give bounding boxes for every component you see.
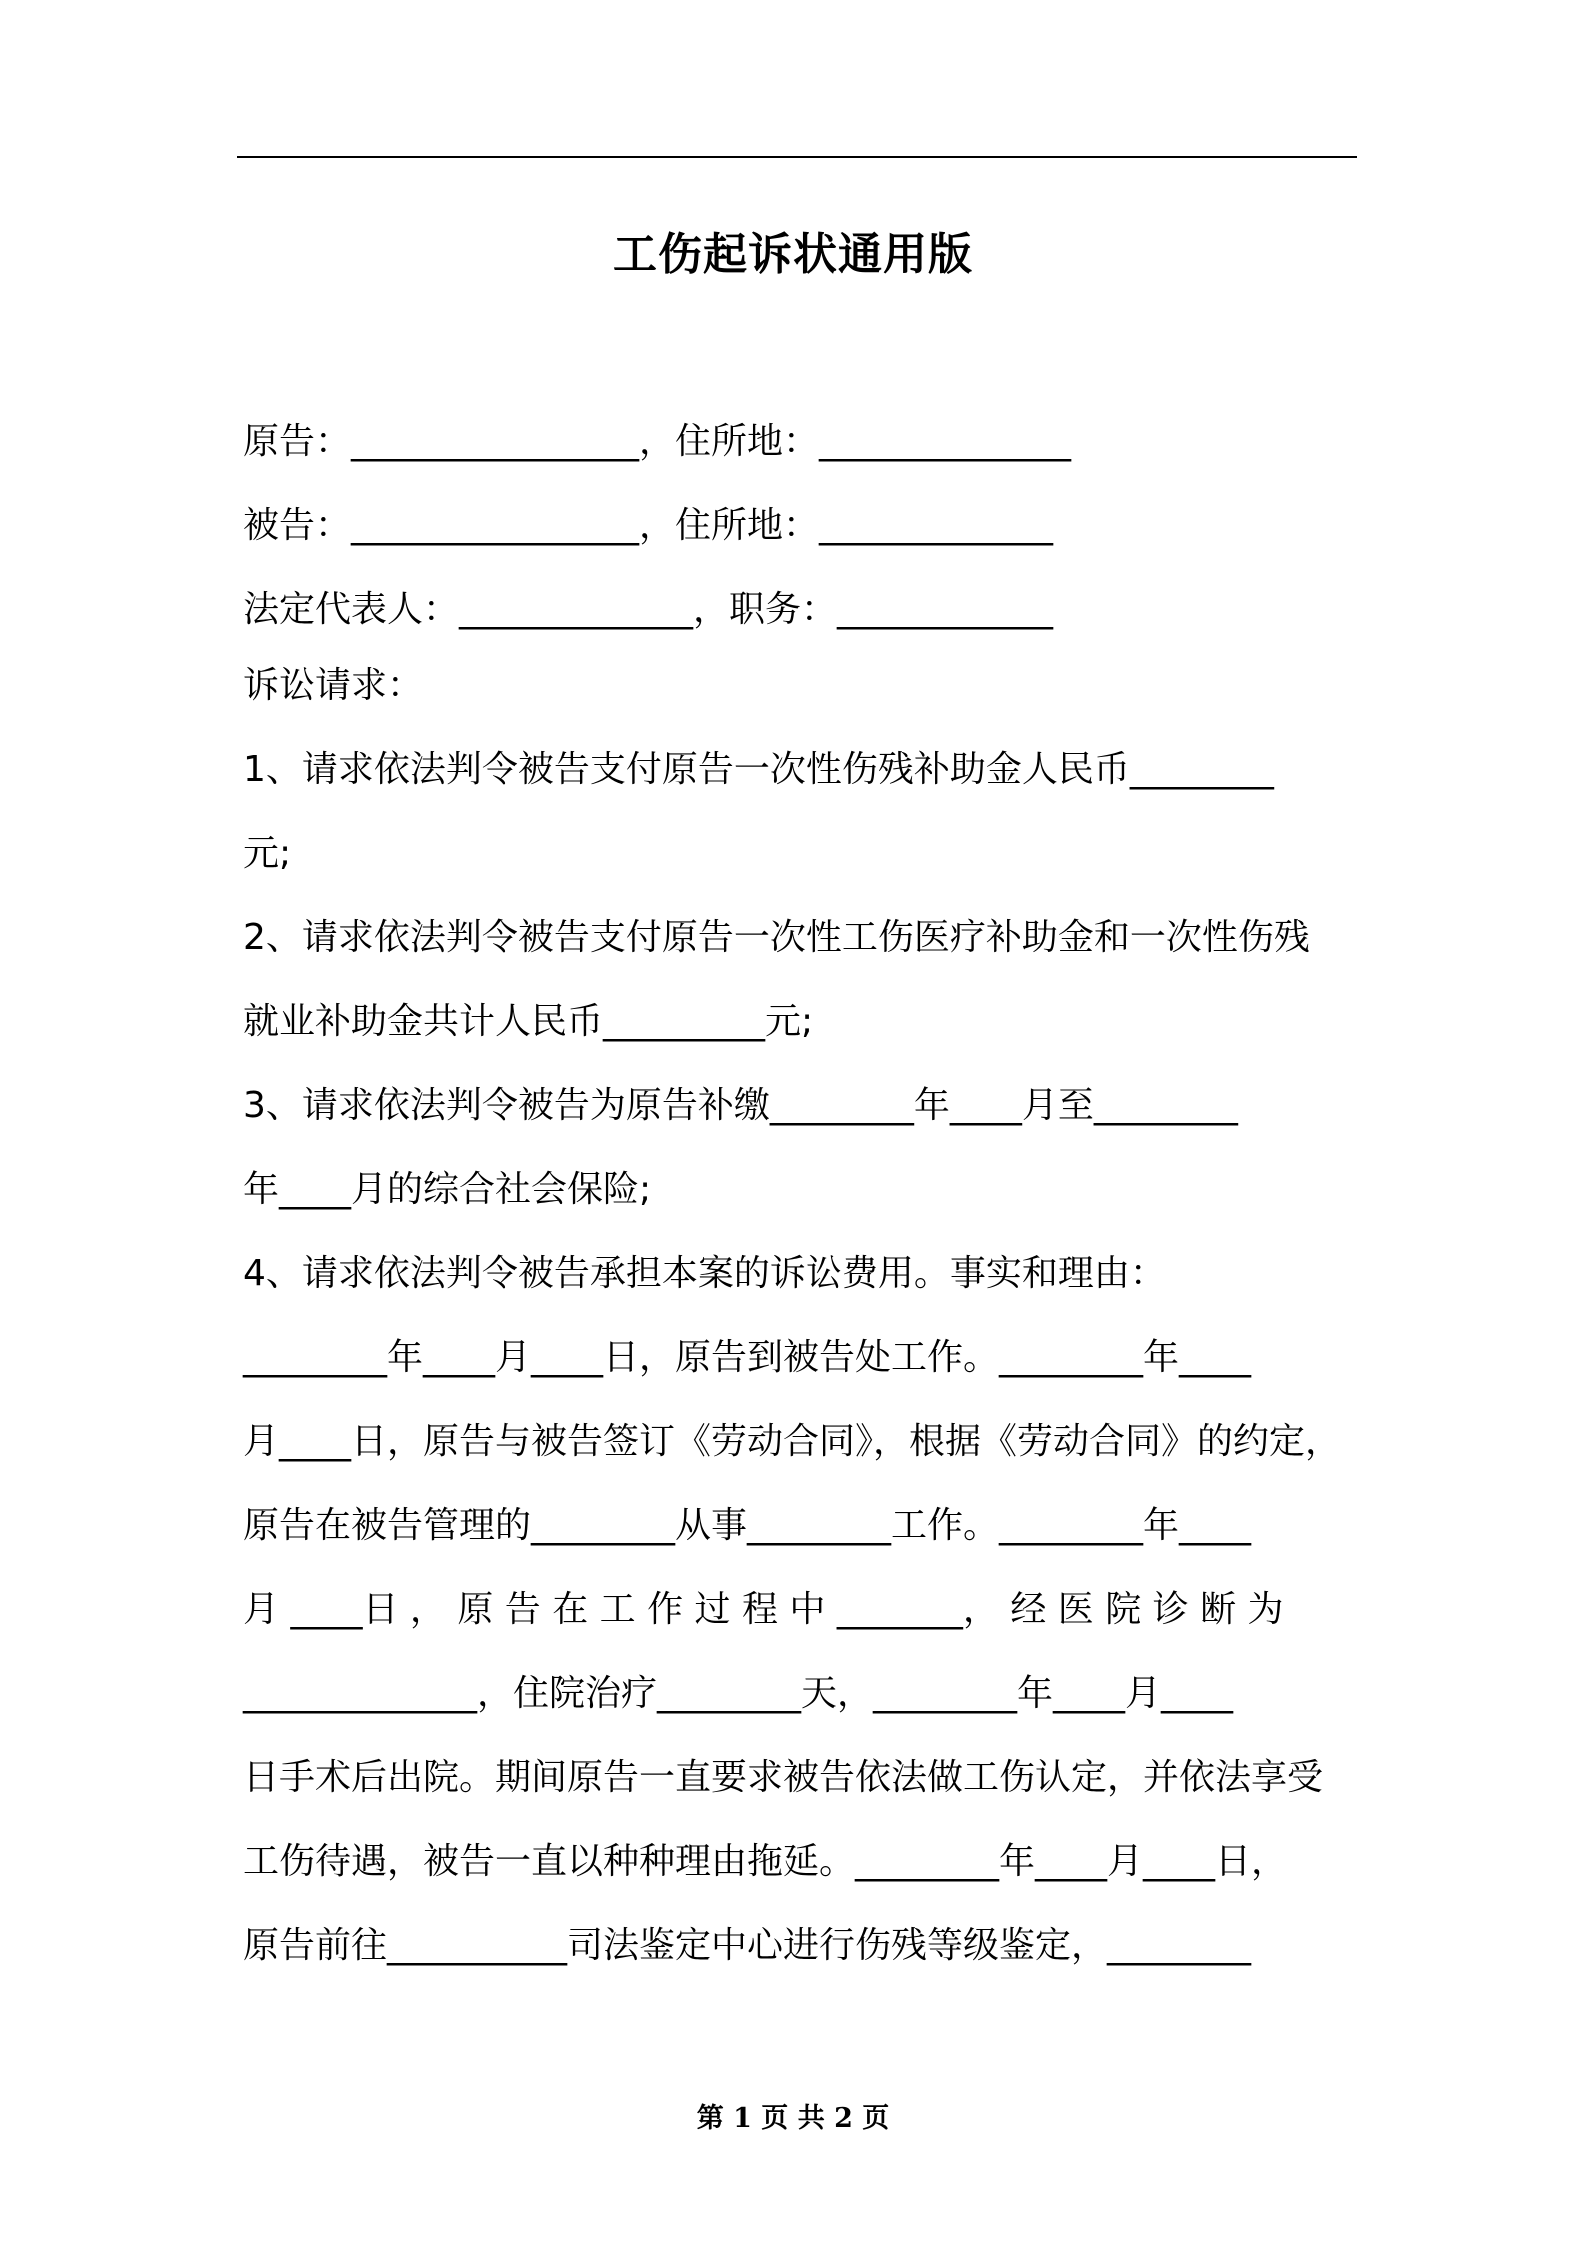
claim-3-line-1: 3、请求依法判令被告为原告补缴________年____月至________ xyxy=(243,1085,1238,1126)
document-title: 工伤起诉状通用版 xyxy=(613,229,973,280)
claim-2-line-2: 就业补助金共计人民币_________元; xyxy=(243,1001,814,1042)
document-body xyxy=(243,410,1355,1998)
header-rule xyxy=(237,156,1357,158)
claim-2-line-1: 2、请求依法判令被告支付原告一次性工伤医疗补助金和一次性伤残 xyxy=(243,917,1310,958)
facts-line-6: 日手术后出院。期间原告一直要求被告依法做工伤认定，并依法享受 xyxy=(243,1757,1324,1798)
legal-representative-line: 法定代表人：_____________，职务：____________ xyxy=(243,589,1054,630)
defendant-line: 被告：________________，住所地：_____________ xyxy=(243,505,1054,546)
facts-line-2: 月____日，原告与被告签订《劳动合同》，根据《劳动合同》的约定， xyxy=(243,1421,1342,1462)
facts-line-7: 工伤待遇，被告一直以种种理由拖延。________年____月____日， xyxy=(243,1841,1288,1882)
facts-line-5: _____________，住院治疗________天，________年____月____ xyxy=(243,1673,1234,1714)
claim-3-line-2: 年____月的综合社会保险; xyxy=(243,1169,652,1210)
claim-1-line-2: 元; xyxy=(243,833,292,874)
facts-line-3: 原告在被告管理的________从事________工作。________年____ xyxy=(243,1505,1252,1546)
facts-line-8: 原告前往__________司法鉴定中心进行伤残等级鉴定，________ xyxy=(243,1925,1252,1966)
claim-4-line: 4、请求依法判令被告承担本案的诉讼费用。事实和理由： xyxy=(243,1253,1166,1294)
claims-heading: 诉讼请求： xyxy=(243,665,424,706)
facts-line-1: ________年____月____日，原告到被告处工作。________年____ xyxy=(243,1337,1252,1378)
page-number: 第 1 页 共 2 页 xyxy=(696,2103,890,2134)
facts-line-4: 月 ____日 ， 原 告 在 工 作 过 程 中 _______， 经 医 院 诊 断 为 xyxy=(243,1589,1284,1630)
claim-1-line-1: 1、请求依法判令被告支付原告一次性伤残补助金人民币________ xyxy=(243,749,1274,790)
plaintiff-line: 原告：________________，住所地：______________ xyxy=(243,421,1072,462)
